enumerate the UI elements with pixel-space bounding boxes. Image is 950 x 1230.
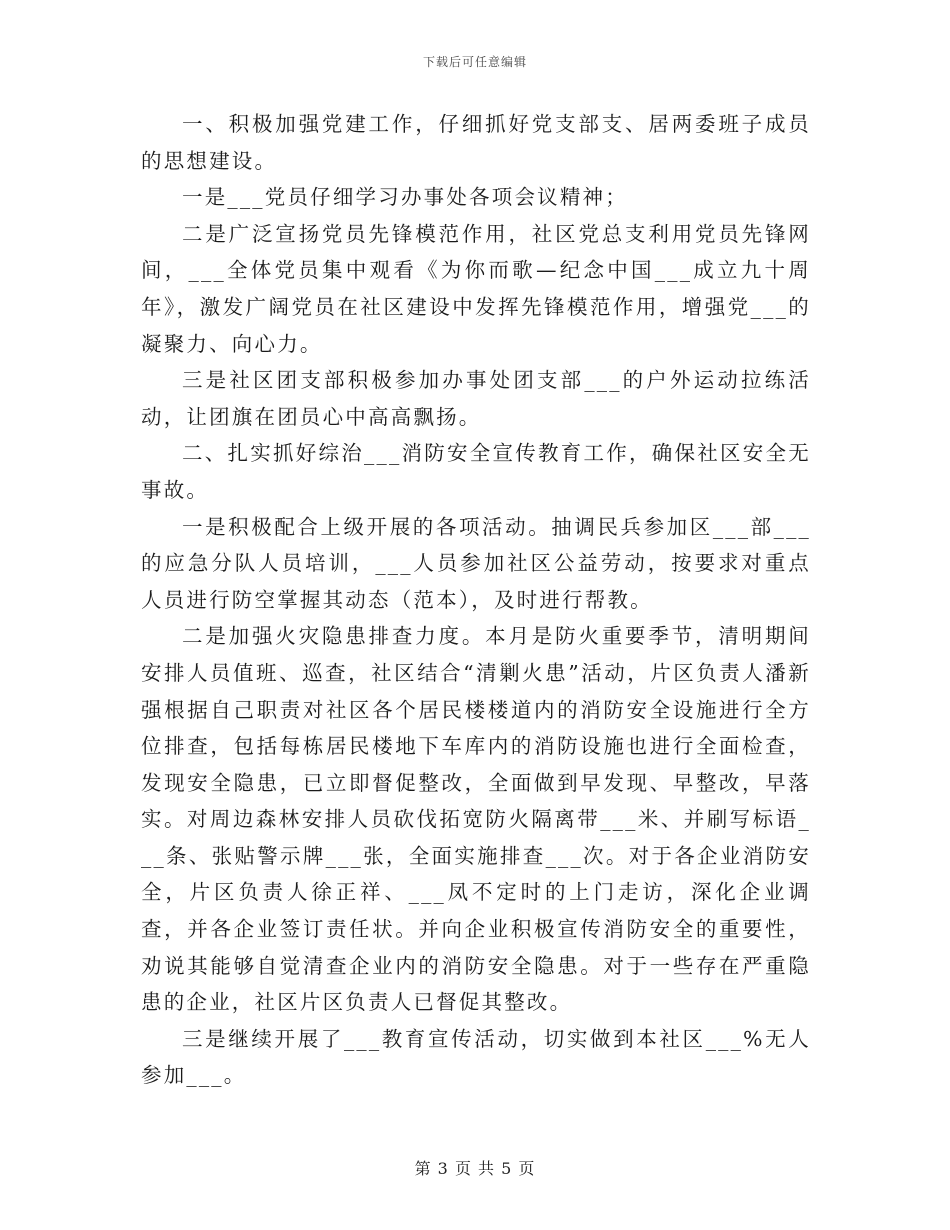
document-body (141, 106, 811, 1094)
paragraph-4: 三是社区团支部积极参加办事处团支部___的户外运动拉练活动，让团旗在团员心中高高飘扬。 (141, 368, 811, 429)
paragraph-6: 一是积极配合上级开展的各项活动。抽调民兵参加区___部___的应急分队人员培训，___人员参加社区公益劳动，按要求对重点人员进行防空掌握其动态（范本），及时进行帮教。 (141, 514, 811, 612)
paragraph-3: 二是广泛宣扬党员先锋模范作用，社区党总支利用党员先锋网间，___全体党员集中观看《为你而歌—纪念中国___成立九十周年》，激发广阔党员在社区建设中发挥先锋模范作用，增强党___的凝聚力、向心力。 (141, 221, 811, 356)
paragraph-2: 一是___党员仔细学习办事处各项会议精神； (182, 185, 628, 210)
paragraph-7: 二是加强火灾隐患排查力度。本月是防火重要季节，清明期间安排人员值班、巡查，社区结合“清剿火患”活动，片区负责人潘新强根据自己职责对社区各个居民楼楼道内的消防安全设施进行全方位排查，包括每栋居民楼地下车库内的消防设施也进行全面检查，发现安全隐患，已立即督促整改，全面做到早发现、早整改，早落实。对周边森林安排人员砍伐拓宽防火隔离带___米、并刷写标语___条、张贴警示牌___张，全面实施排查___次。对于各企业消防安全，片区负责人徐正祥、___凤不定时的上门走访，深化企业调查，并各企业签订责任状。并向企业积极宣传消防安全的重要性，劝说其能够自觉清查企业内的消防安全隐患。对于一些存在严重隐患的企业，社区片区负责人已督促其整改。 (141, 624, 811, 1015)
paragraph-8: 三是继续开展了___教育宣传活动，切实做到本社区___%无人参加___。 (141, 1026, 811, 1088)
paragraph-1: 一、积极加强党建工作，仔细抓好党支部支、居两委班子成员的思想建设。 (141, 112, 811, 173)
paragraph-5: 二、扎实抓好综治___消防安全宣传教育工作，确保社区安全无事故。 (141, 441, 811, 502)
page-footer: 第 3 页 共 5 页 (414, 1159, 536, 1178)
page-header: 下载后可任意编辑 (422, 55, 527, 69)
